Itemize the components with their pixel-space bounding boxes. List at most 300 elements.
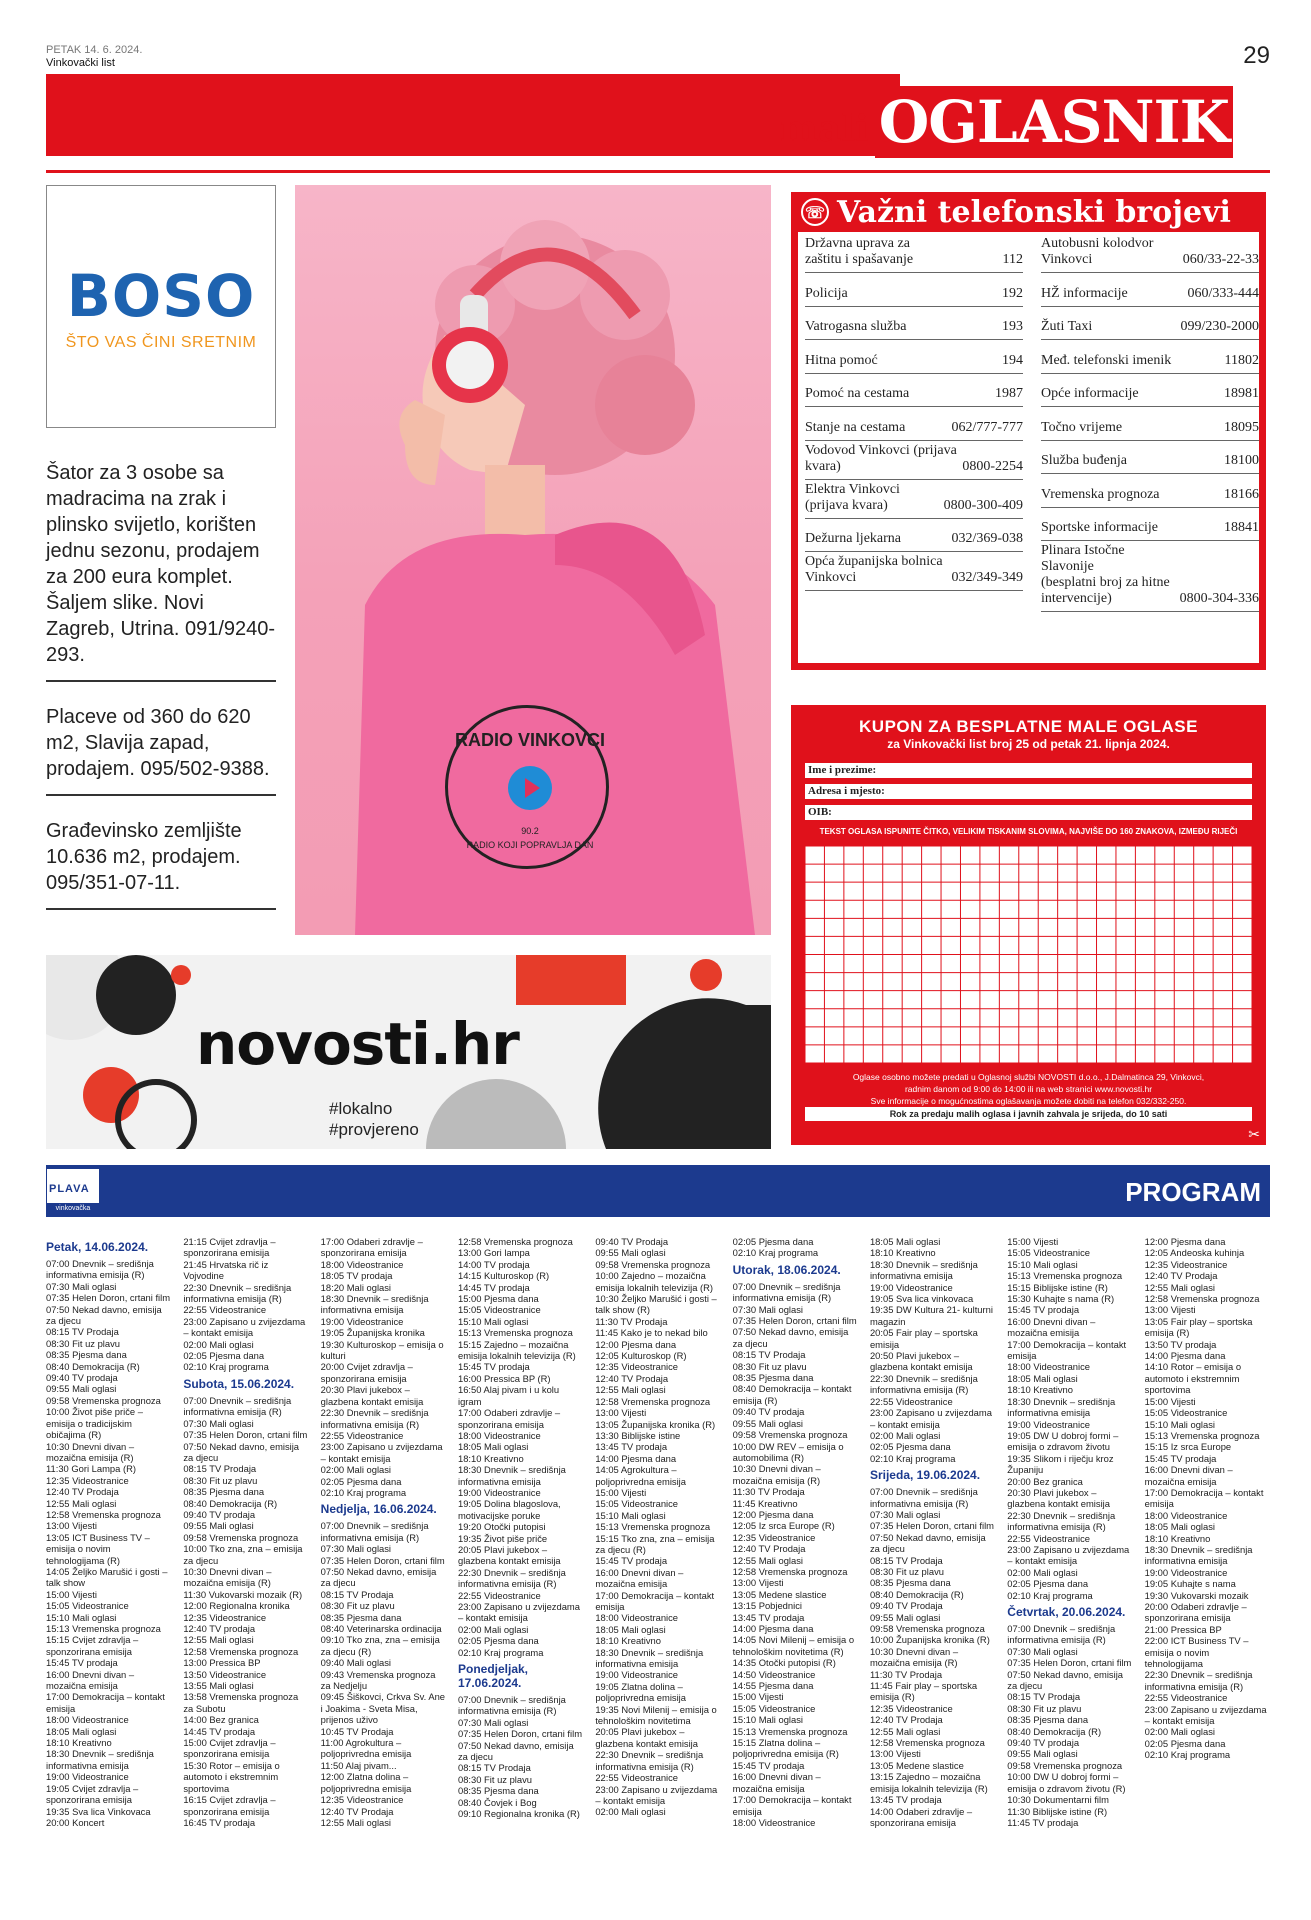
phone-entry	[805, 340, 1023, 374]
schedule-item: 12:35 Videostranice	[183, 1611, 267, 1623]
schedule-item: 11:45 Kreativno	[732, 1497, 798, 1509]
schedule-item: 23:00 Zapisano u zvijezdama – kontakt emisija	[1007, 1543, 1130, 1567]
newspaper-name: Vinkovački list	[46, 57, 115, 69]
schedule-item: 16:00 Dnevni divan – mozaična emisija	[46, 1668, 135, 1692]
schedule-item: 16:00 Dnevni divan – mozaična emisija	[595, 1566, 684, 1590]
phone-entry	[1041, 340, 1259, 374]
schedule-item: 13:45 TV prodaja	[869, 1794, 942, 1806]
schedule-item: 08:15 TV Prodaja	[457, 1762, 531, 1774]
schedule-item: 10:00 Tko zna, zna – emisija za djecu	[183, 1543, 303, 1566]
schedule-item: 17:00 Demokracija – kontakt emisija	[732, 1794, 852, 1817]
schedule-item: 07:30 Mali oglasi	[869, 1508, 941, 1520]
schedule-item: 16:00 Dnevni divan – mozaična emisija	[1144, 1464, 1233, 1487]
schedule-item: 14:10 Rotor – emisija o automoto i ekstremnim sportovima	[1144, 1361, 1242, 1396]
schedule-item: 09:58 Vremenska prognoza	[595, 1258, 711, 1270]
schedule-item: 07:30 Mali oglasi	[46, 1280, 117, 1292]
schedule-item: 15:05 Videostranice	[457, 1304, 541, 1316]
schedule-item: 22:30 Dnevnik – središnja informativna emisija (R)	[320, 1407, 429, 1430]
phone-entry	[1041, 474, 1259, 508]
schedule-day-heading: Ponedjeljak, 17.06.2024.	[457, 1662, 529, 1691]
schedule-item: 22:55 Videostranice	[183, 1304, 267, 1316]
schedule-item: 15:00 Vijesti	[595, 1486, 647, 1498]
boso-ad	[46, 185, 276, 428]
schedule-item: 08:15 TV Prodaja	[1007, 1691, 1081, 1703]
schedule-item: 18:30 Dnevnik – središnja informativna emisija	[595, 1646, 704, 1670]
boso-logo: BOSO	[66, 261, 256, 330]
schedule-item: 18:30 Dnevnik – središnja informativna emisija	[1144, 1543, 1253, 1567]
schedule-item: 22:30 Dnevnik – središnja informativna emisija (R)	[869, 1372, 978, 1396]
schedule-item: 15:13 Vremenska prognoza	[457, 1327, 573, 1339]
phone-entry-number: 18095	[1224, 419, 1259, 435]
radio-name: RADIO VINKOVCI	[454, 730, 605, 750]
schedule-item: 10:30 Dnevni divan – mozaična emisija (R)	[869, 1645, 959, 1669]
schedule-item: 20:00 Cvijet zdravlja – sponzorirana emisija	[320, 1361, 413, 1384]
schedule-item: 19:05 Cvijet zdravlja – sponzorirana emisija	[46, 1782, 139, 1806]
schedule-item: 14:15 Kulturoskop (R)	[457, 1270, 550, 1282]
radio-vinkovci-ad	[295, 185, 771, 935]
schedule-item: 13:50 Videostranice	[183, 1668, 267, 1680]
phone-entry-name: Pomoć na cestama	[805, 386, 910, 401]
schedule-item: 13:05 ICT Business TV – emisija o novim tehnologijama (R)	[46, 1531, 150, 1566]
classified-ads	[46, 452, 276, 924]
schedule-item: 10:30 Dokumentarni film	[1007, 1794, 1109, 1806]
schedule-item: 14:45 TV prodaja	[457, 1281, 530, 1293]
schedule-item: 08:35 Pjesma dana	[46, 1349, 127, 1361]
schedule-item: 15:15 Iz srca Europe	[1144, 1441, 1232, 1453]
schedule-item: 16:00 Dnevni divan – mozaična emisija	[1007, 1315, 1096, 1339]
schedule-item: 18:00 Videostranice	[595, 1612, 679, 1624]
schedule-item: 20:30 Plavi jukebox – glazbena kontakt emisija	[320, 1384, 424, 1407]
schedule-item: 12:00 Pjesma dana	[595, 1338, 677, 1350]
schedule-day-heading: Petak, 14.06.2024.	[46, 1240, 149, 1254]
schedule-item: 15:05 Videostranice	[46, 1600, 129, 1612]
phone-entry-name: Vremenska prognoza	[1041, 486, 1160, 502]
schedule-item: 10:00 Život piše priče – emisija o tradicijskim običajima (R)	[46, 1406, 143, 1441]
schedule-item: 02:10 Kraj programa	[1007, 1589, 1093, 1601]
schedule-item: 12:55 Mali oglasi	[1144, 1281, 1215, 1293]
schedule-item: 18:10 Kreativno	[595, 1635, 661, 1647]
schedule-item: 07:00 Dnevnik – središnja informativna emisija (R)	[1007, 1623, 1116, 1646]
schedule-item: 12:35 Videostranice	[46, 1474, 129, 1486]
coupon-name-field[interactable]: Ime i prezime:	[805, 763, 1252, 778]
schedule-item: 20:50 Plavi jukebox – glazbena kontakt emisija	[869, 1350, 973, 1373]
schedule-item: 22:55 Videostranice	[869, 1395, 953, 1407]
schedule-item: 18:10 Kreativno	[1007, 1384, 1073, 1396]
schedule-item: 15:10 Mali oglasi	[46, 1611, 117, 1623]
schedule-item: 07:30 Mali oglasi	[320, 1543, 392, 1555]
schedule-item: 22:55 Videostranice	[320, 1429, 404, 1441]
schedule-item: 08:30 Fit uz plavu	[1007, 1702, 1082, 1714]
schedule-item: 22:30 Dnevnik – središnja informativna emisija (R)	[1144, 1669, 1253, 1692]
phone-entry-name: Policija	[805, 285, 848, 301]
phone-entry-number: 112	[1002, 252, 1023, 267]
schedule-item: 16:00 Dnevni divan – mozaična emisija	[732, 1771, 821, 1794]
schedule-item: 15:45 TV prodaja	[1144, 1452, 1217, 1464]
phone-entry-number: 18100	[1224, 453, 1259, 468]
schedule-item: 09:45 Šiškovci, Crkva Sv. Ane i Joakima - Sveta Misa, prijenos uživo	[320, 1691, 446, 1726]
schedule-item: 09:40 TV Prodaja	[595, 1236, 669, 1247]
header-rule	[46, 170, 1270, 173]
page-number: 29	[1243, 42, 1270, 69]
plava-vinkovacka-logo: PLAVA vinkovačka	[46, 1168, 100, 1216]
schedule-item: 15:10 Mali oglasi	[595, 1509, 666, 1521]
schedule-item: 19:05 Kuhajte s nama	[1144, 1578, 1236, 1590]
coupon-deadline: Rok za predaju malih oglasa i javnih zahvala je srijeda, do 10 sati	[805, 1107, 1252, 1121]
schedule-item: 21:00 Pressica BP	[1144, 1623, 1222, 1635]
schedule-item: 13:45 TV prodaja	[595, 1441, 668, 1453]
phone-entry	[1041, 307, 1259, 341]
schedule-item: 13:05 Medene slastice	[732, 1588, 827, 1600]
schedule-item: 13:45 TV prodaja	[732, 1611, 805, 1623]
phone-entry-number: 11802	[1224, 352, 1259, 368]
schedule-item: 12:58 Vremenska prognoza	[595, 1395, 711, 1407]
classified-ad: Placeve od 360 do 620 m2, Slavija zapad, prodajem. 095/502-9388.	[46, 696, 276, 796]
schedule-item: 18:10 Kreativno	[1144, 1532, 1211, 1544]
schedule-item: 07:00 Dnevnik – središnja informativna emisija (R)	[732, 1280, 841, 1304]
schedule-item: 19:05 Zlatna dolina – poljoprivredna emisija	[595, 1680, 686, 1704]
schedule-item: 07:35 Helen Doron, crtani film	[183, 1429, 308, 1441]
schedule-item: 11:45 TV prodaja	[1007, 1816, 1079, 1828]
schedule-item: 17:00 Demokracija – kontakt emisija	[1007, 1338, 1127, 1362]
schedule-item: 13:58 Vremenska prognoza za Subotu	[183, 1691, 299, 1714]
schedule-item: 19:20 Otočki putopisi	[457, 1521, 546, 1533]
schedule-item: 23:00 Zapisano u zvijezdama – kontakt emisija	[183, 1315, 306, 1339]
schedule-item: 15:13 Vremenska prognoza	[46, 1623, 161, 1634]
schedule-item: 09:40 TV prodaja	[732, 1406, 805, 1418]
coupon-title: KUPON ZA BESPLATNE MALE OGLASE	[859, 717, 1198, 736]
schedule-item: 02:05 Pjesma dana	[732, 1236, 814, 1247]
phone-entry-name: Državna uprava za zaštitu i spašavanje	[805, 236, 914, 267]
schedule-item: 15:05 Videostranice	[732, 1702, 816, 1714]
schedule-item: 15:10 Mali oglasi	[732, 1714, 803, 1726]
schedule-item: 19:05 DW U dobroj formi – emisija o zdravom životu	[1007, 1429, 1119, 1453]
phone-entry-number: 0800-300-409	[943, 497, 1023, 513]
free-ad-coupon	[791, 705, 1266, 1145]
schedule-item: 12:55 Mali oglasi	[320, 1816, 392, 1828]
phone-entry-number: 032/369-038	[951, 531, 1023, 546]
schedule-item: 08:35 Pjesma dana	[869, 1577, 951, 1589]
schedule-item: 13:15 Pobjednici	[732, 1600, 802, 1612]
schedule-item: 10:00 DW REV – emisija o automobilima (R)	[732, 1440, 844, 1463]
schedule-item: 18:30 Dnevnik – središnja informativna emisija	[457, 1464, 566, 1487]
schedule-item: 20:05 Plavi jukebox – glazbena kontakt emisija	[457, 1543, 561, 1567]
schedule-item: 15:15 Biblijske istine (R)	[1007, 1281, 1108, 1293]
schedule-item: 14:00 Odaberi zdravlje – sponzorirana emisija	[869, 1805, 973, 1828]
schedule-item: 23:00 Zapisano u zvijezdama – kontakt emisija	[595, 1783, 718, 1806]
schedule-item: 02:05 Pjesma dana	[183, 1350, 265, 1362]
schedule-item: 15:05 Videostranice	[1144, 1407, 1228, 1419]
schedule-item: 18:10 Kreativno	[457, 1452, 524, 1464]
schedule-item: 18:05 Mali oglasi	[595, 1623, 666, 1635]
phone-entry-number: 060/333-444	[1187, 285, 1259, 301]
schedule-item: 02:00 Mali oglasi	[1007, 1566, 1078, 1578]
phone-entry-name: Stanje na cestama	[805, 419, 906, 435]
schedule-item: 12:58 Vremenska prognoza	[457, 1236, 573, 1247]
schedule-item: 07:35 Helen Doron, crtani film	[732, 1315, 857, 1327]
schedule-item: 12:05 Iz srca Europe (R)	[732, 1520, 835, 1532]
schedule-item: 08:15 TV Prodaja	[320, 1588, 394, 1600]
phone-entry-number: 194	[1002, 352, 1023, 368]
phone-entry-name: Autobusni kolodvor Vinkovci	[1041, 236, 1154, 267]
phone-entry-number: 099/230-2000	[1180, 319, 1259, 334]
schedule-item: 18:30 Dnevnik – središnja informativna emisija	[46, 1748, 154, 1771]
schedule-item: 09:43 Vremenska prognoza za Nedjelju	[320, 1668, 436, 1692]
schedule-item: 15:13 Vremenska prognoza	[1144, 1429, 1260, 1441]
schedule-item: 15:00 Vijesti	[1144, 1395, 1196, 1407]
schedule-item: 12:55 Mali oglasi	[183, 1634, 254, 1646]
schedule-item: 02:10 Kraj programa	[457, 1646, 544, 1658]
schedule-item: 07:00 Dnevnik – središnja informativna emisija (R)	[869, 1486, 978, 1509]
schedule-item: 18:30 Dnevnik – središnja informativna emisija	[1007, 1395, 1116, 1419]
schedule-item: 15:45 TV prodaja	[1007, 1304, 1080, 1316]
schedule-day-heading: Utorak, 18.06.2024.	[732, 1262, 841, 1277]
schedule-item: 14:05 Agrokultura – poljoprivredna emisija	[595, 1464, 686, 1487]
coupon-oib-field[interactable]: OIB:	[805, 805, 1252, 820]
schedule-item: 20:00 Bez granica	[1007, 1475, 1083, 1487]
phone-entry	[805, 441, 1023, 480]
schedule-item: 14:00 Bez granica	[183, 1714, 259, 1726]
schedule-item: 13:00 Vijesti	[1144, 1304, 1196, 1316]
schedule-item: 12:35 Videostranice	[320, 1794, 404, 1806]
schedule-item: 12:35 Videostranice	[869, 1702, 953, 1714]
schedule-item: 13:00 Vijesti	[46, 1520, 97, 1532]
schedule-item: 23:00 Zapisano u zvijezdama – kontakt emisija	[1144, 1703, 1267, 1727]
section-logo-large: OGLASNIK	[875, 86, 1233, 158]
schedule-item: 02:05 Pjesma dana	[457, 1635, 539, 1647]
schedule-item: 13:00 Vijesti	[869, 1748, 921, 1760]
schedule-item: 19:00 Videostranice	[1007, 1418, 1090, 1430]
phone-entry	[805, 407, 1023, 441]
schedule-item: 15:05 Videostranice	[1007, 1247, 1090, 1259]
phone-entry-number: 032/349-349	[951, 570, 1023, 585]
schedule-item: 12:55 Mali oglasi	[46, 1497, 117, 1509]
schedule-item: 15:30 Kuhajte s nama (R)	[1007, 1293, 1115, 1305]
phone-entry-number: 060/33-22-33	[1182, 252, 1259, 267]
schedule-item: 14:00 Pjesma dana	[1144, 1350, 1226, 1362]
schedule-item: 14:00 Pjesma dana	[732, 1623, 814, 1634]
phone-entry-number: 192	[1002, 285, 1023, 301]
schedule-item: 18:10 Kreativno	[46, 1737, 112, 1749]
phone-entry-number: 18841	[1224, 520, 1259, 535]
phone-entry-number: 193	[1002, 319, 1023, 334]
schedule-item: 15:05 Videostranice	[595, 1498, 679, 1510]
novosti-site-name: novosti.hr	[196, 1010, 519, 1078]
schedule-item: 09:10 Regionalna kronika (R)	[457, 1808, 580, 1820]
schedule-item: 18:00 Videostranice	[320, 1258, 404, 1270]
program-title: PROGRAM	[1125, 1177, 1261, 1207]
schedule-item: 02:00 Mali oglasi	[320, 1464, 392, 1476]
phone-entry	[1041, 407, 1259, 441]
schedule-item: 11:30 Vukovarski mozaik (R)	[183, 1588, 303, 1600]
phone-entry	[1041, 374, 1259, 408]
schedule-day-heading: Četvrtak, 20.06.2024.	[1007, 1605, 1126, 1619]
schedule-item: 07:50 Nekad davno, emisija za djecu	[183, 1440, 300, 1463]
schedule-item: 11:30 TV Prodaja	[732, 1486, 805, 1498]
schedule-item: 15:45 TV prodaja	[457, 1361, 530, 1373]
schedule-item: 02:05 Pjesma dana	[869, 1441, 951, 1453]
schedule-item: 16:50 Alaj pivam i u kolu igram	[457, 1384, 560, 1407]
schedule-item: 09:40 Mali oglasi	[320, 1657, 392, 1669]
schedule-item: 19:30 Kulturoskop – emisija o kulturi	[320, 1338, 444, 1362]
schedule-item: 20:30 Plavi jukebox – glazbena kontakt emisija	[1007, 1486, 1110, 1510]
schedule-item: 13:15 Zajedno – mozaična emisija lokalnih televizija (R)	[869, 1771, 988, 1794]
schedule-item: 10:30 Željko Marušić i gosti – talk show (R)	[595, 1293, 717, 1316]
schedule-item: 07:00 Dnevnik – središnja informativna emisija (R)	[457, 1694, 566, 1717]
phone-entry-name: Međ. telefonski imenik	[1041, 352, 1172, 368]
page-header	[46, 44, 1270, 174]
schedule-item: 08:30 Fit uz plavu	[457, 1773, 532, 1785]
schedule-item: 02:05 Pjesma dana	[320, 1475, 402, 1487]
schedule-item: 12:00 Pjesma dana	[732, 1508, 814, 1520]
schedule-item: 22:00 ICT Business TV – emisija o novim tehnologijama	[1144, 1635, 1249, 1670]
schedule-item: 22:30 Dnevnik – središnja informativna emisija (R)	[1007, 1509, 1116, 1533]
phone-entry-name: Točno vrijeme	[1041, 419, 1123, 435]
schedule-item: 13:50 TV prodaja	[1144, 1338, 1217, 1350]
schedule-item: 15:45 TV prodaja	[595, 1555, 668, 1567]
schedule-item: 07:30 Mali oglasi	[183, 1417, 254, 1429]
schedule-item: 07:35 Helen Doron, crtani film	[320, 1554, 445, 1566]
banner-tag: #lokalno	[329, 1099, 393, 1118]
schedule-item: 15:10 Mali oglasi	[457, 1315, 529, 1327]
schedule-item: 07:50 Nekad davno, emisija za djecu	[320, 1565, 437, 1589]
schedule-item: 12:00 Zlatna dolina – poljoprivredna emisija	[320, 1771, 412, 1794]
radio-logo	[445, 705, 609, 869]
schedule-item: 18:05 Mali oglasi	[869, 1236, 941, 1247]
schedule-item: 15:10 Mali oglasi	[1007, 1258, 1078, 1270]
schedule-item: 21:15 Cvijet zdravlja – sponzorirana emisija	[183, 1236, 276, 1259]
schedule-item: 15:00 Vijesti	[732, 1691, 784, 1703]
schedule-item: 15:00 Vijesti	[46, 1588, 97, 1600]
schedule-item: 07:35 Helen Doron, crtani film	[46, 1292, 171, 1304]
radio-frequency: 90.2	[521, 826, 539, 836]
schedule-item: 23:00 Zapisano u zvijezdama – kontakt emisija	[457, 1601, 580, 1624]
schedule-item: 12:55 Mali oglasi	[869, 1725, 941, 1737]
schedule-item: 15:15 Cvijet zdravlja – sponzorirana emisija	[46, 1634, 139, 1657]
schedule-item: 12:55 Mali oglasi	[595, 1384, 666, 1396]
schedule-item: 18:05 Mali oglasi	[1144, 1521, 1215, 1533]
schedule-item: 19:00 Videostranice	[46, 1771, 129, 1783]
schedule-item: 13:05 Fair play – sportska emisija (R)	[1144, 1315, 1253, 1339]
schedule-item: 08:35 Pjesma dana	[457, 1785, 539, 1797]
schedule-item: 15:15 Tko zna, zna – emisija za djecu (R)	[595, 1532, 715, 1555]
schedule-item: 20:00 Odaberi zdravlje – sponzorirana emisija	[1144, 1601, 1247, 1624]
schedule-item: 09:58 Vremenska prognoza	[869, 1623, 985, 1634]
schedule-item: 16:15 Cvijet zdravlja – sponzorirana emisija	[183, 1794, 276, 1817]
schedule-item: 12:35 Videostranice	[1144, 1258, 1228, 1270]
schedule-item: 12:05 Andeoska kuhinja	[1144, 1247, 1245, 1259]
schedule-item: 08:40 Čovjek i Bog	[457, 1796, 537, 1808]
schedule-item: 02:10 Kraj programa	[183, 1361, 269, 1373]
schedule-item: 02:05 Pjesma dana	[1144, 1737, 1226, 1749]
phone-entry	[805, 307, 1023, 341]
schedule-item: 10:30 Dnevni divan – mozaična emisija (R)	[46, 1440, 135, 1463]
schedule-item: 19:30 Vukovarski mozaik	[1144, 1589, 1249, 1601]
classified-ad: Građevinsko zemljište 10.636 m2, prodajem. 095/351-07-11.	[46, 810, 276, 910]
schedule-item: 14:55 Pjesma dana	[732, 1680, 814, 1692]
schedule-item: 08:15 TV Prodaja	[46, 1326, 119, 1338]
phone-entry	[805, 273, 1023, 307]
header-red-bar	[46, 74, 900, 156]
schedule-item: 19:35 Sva lica Vinkovaca	[46, 1805, 151, 1817]
schedule-item: 17:00 Demokracija – kontakt emisija	[46, 1691, 165, 1714]
schedule-item: 09:40 TV prodaja	[183, 1508, 256, 1520]
schedule-item: 19:00 Videostranice	[320, 1315, 404, 1327]
schedule-item: 15:00 Vijesti	[1007, 1236, 1059, 1247]
schedule-item: 12:58 Vremenska prognoza	[183, 1645, 299, 1657]
schedule-item: 22:30 Dnevnik – središnja informativna emisija (R)	[457, 1566, 566, 1590]
coupon-footer: Oglase osobno možete predati u Oglasnoj službi NOVOSTI d.o.o., J.Dalmatinca 29, Vinkovci, radnim danom od 9:00 do 14:00 ili na web stranici www.novosti.hr Sve informacije o mogućnostima oglašavanja možete dobiti na telefon 032/332-250.	[852, 1072, 1205, 1106]
schedule-item: 07:00 Dnevnik – središnja informativna emisija (R)	[46, 1258, 154, 1281]
coupon-letter-grid[interactable]	[805, 846, 1252, 1063]
phone-entry	[805, 519, 1023, 553]
schedule-item: 17:00 Demokracija – kontakt emisija	[595, 1589, 715, 1612]
schedule-item: 10:00 DW U dobroj formi – emisija o zdravom životu (R)	[1007, 1771, 1126, 1794]
schedule-item: 12:35 Videostranice	[732, 1531, 816, 1543]
schedule-item: 07:00 Dnevnik – središnja informativna emisija (R)	[183, 1394, 292, 1418]
schedule-day-heading: Subota, 15.06.2024.	[183, 1376, 295, 1391]
schedule-item: 12:35 Videostranice	[595, 1361, 679, 1373]
schedule-item: 10:30 Dnevni divan – mozaična emisija (R)	[732, 1463, 821, 1486]
schedule-item: 11:30 TV Prodaja	[869, 1668, 943, 1680]
section-logo-small: mali	[780, 108, 869, 150]
schedule-item: 18:00 Videostranice	[1007, 1361, 1090, 1373]
schedule-item: 08:35 Pjesma dana	[1007, 1714, 1089, 1726]
schedule-item: 10:30 Dnevni divan – mozaična emisija (R)	[183, 1565, 272, 1589]
schedule-item: 08:40 Demokracija (R)	[46, 1360, 140, 1372]
schedule-item: 22:30 Dnevnik – središnja informativna emisija (R)	[183, 1281, 292, 1305]
schedule-item: 15:10 Mali oglasi	[1144, 1418, 1215, 1430]
schedule-item: 14:00 Pjesma dana	[595, 1452, 677, 1464]
schedule-item: 18:10 Kreativno	[869, 1247, 936, 1259]
schedule-item: 13:00 Vijesti	[595, 1407, 647, 1419]
schedule-item: 02:10 Kraj programa	[1144, 1749, 1231, 1761]
schedule-item: 09:40 TV prodaja	[46, 1372, 118, 1384]
schedule-item: 15:15 Zajedno – mozaična emisija lokalnih televizija (R)	[457, 1338, 576, 1362]
schedule-day-heading: Srijeda, 19.06.2024.	[869, 1468, 981, 1483]
schedule-item: 13:00 Pressica BP	[183, 1657, 261, 1669]
schedule-item: 02:05 Pjesma dana	[1007, 1578, 1089, 1590]
schedule-item: 15:13 Vremenska prognoza	[1007, 1270, 1123, 1282]
coupon-address-field[interactable]: Adresa i mjesto:	[805, 784, 1252, 799]
schedule-item: 07:50 Nekad davno, emisija za djecu	[457, 1739, 574, 1763]
classified-ad: Šator za 3 osobe sa madracima na zrak i plinsko svijetlo, korišten jednu sezonu, prodajem za 200 eura komplet. Šaljem slike. Novi Zagreb, Utrina. 091/9240-293.	[46, 452, 276, 682]
schedule-item: 08:30 Fit uz plavu	[320, 1600, 395, 1612]
schedule-item: 12:55 Mali oglasi	[732, 1554, 803, 1566]
schedule-item: 09:55 Mali oglasi	[183, 1520, 254, 1532]
phone-entry-name: Sportske informacije	[1041, 520, 1159, 535]
phone-entry	[1041, 234, 1259, 273]
schedule-item: 20:05 Plavi jukebox – glazbena kontakt emisija	[595, 1726, 698, 1749]
schedule-item: 11:30 TV Prodaja	[595, 1315, 668, 1327]
schedule-item: 09:40 TV prodaja	[1007, 1737, 1080, 1749]
phone-entry-number: 18981	[1224, 386, 1259, 401]
schedule-item: 17:00 Demokracija – kontakt emisija	[1144, 1486, 1264, 1510]
schedule-item: 02:00 Mali oglasi	[183, 1338, 254, 1350]
schedule-item: 02:10 Kraj programa	[732, 1247, 819, 1259]
schedule-item: 08:40 Veterinarska ordinacija	[320, 1623, 442, 1634]
schedule-item: 12:40 TV Prodaja	[1144, 1270, 1218, 1282]
phone-entry-number: 18166	[1224, 486, 1259, 502]
schedule-item: 09:55 Mali oglasi	[732, 1417, 803, 1429]
schedule-item: 08:40 Demokracija (R)	[1007, 1725, 1102, 1737]
schedule-item: 02:00 Mali oglasi	[595, 1806, 666, 1818]
schedule-item: 08:40 Demokracija – kontakt emisija (R)	[732, 1383, 852, 1406]
schedule-item: 15:15 Zlatna dolina – poljoprivredna emisija (R)	[732, 1737, 839, 1760]
schedule-item: 07:50 Nekad davno, emisija za djecu	[46, 1303, 162, 1327]
schedule-item: 15:45 TV prodaja	[732, 1759, 805, 1771]
tv-schedule	[46, 1236, 1270, 1908]
schedule-item: 10:00 Zajedno – mozaična emisija lokalnih televizija (R)	[595, 1270, 714, 1293]
